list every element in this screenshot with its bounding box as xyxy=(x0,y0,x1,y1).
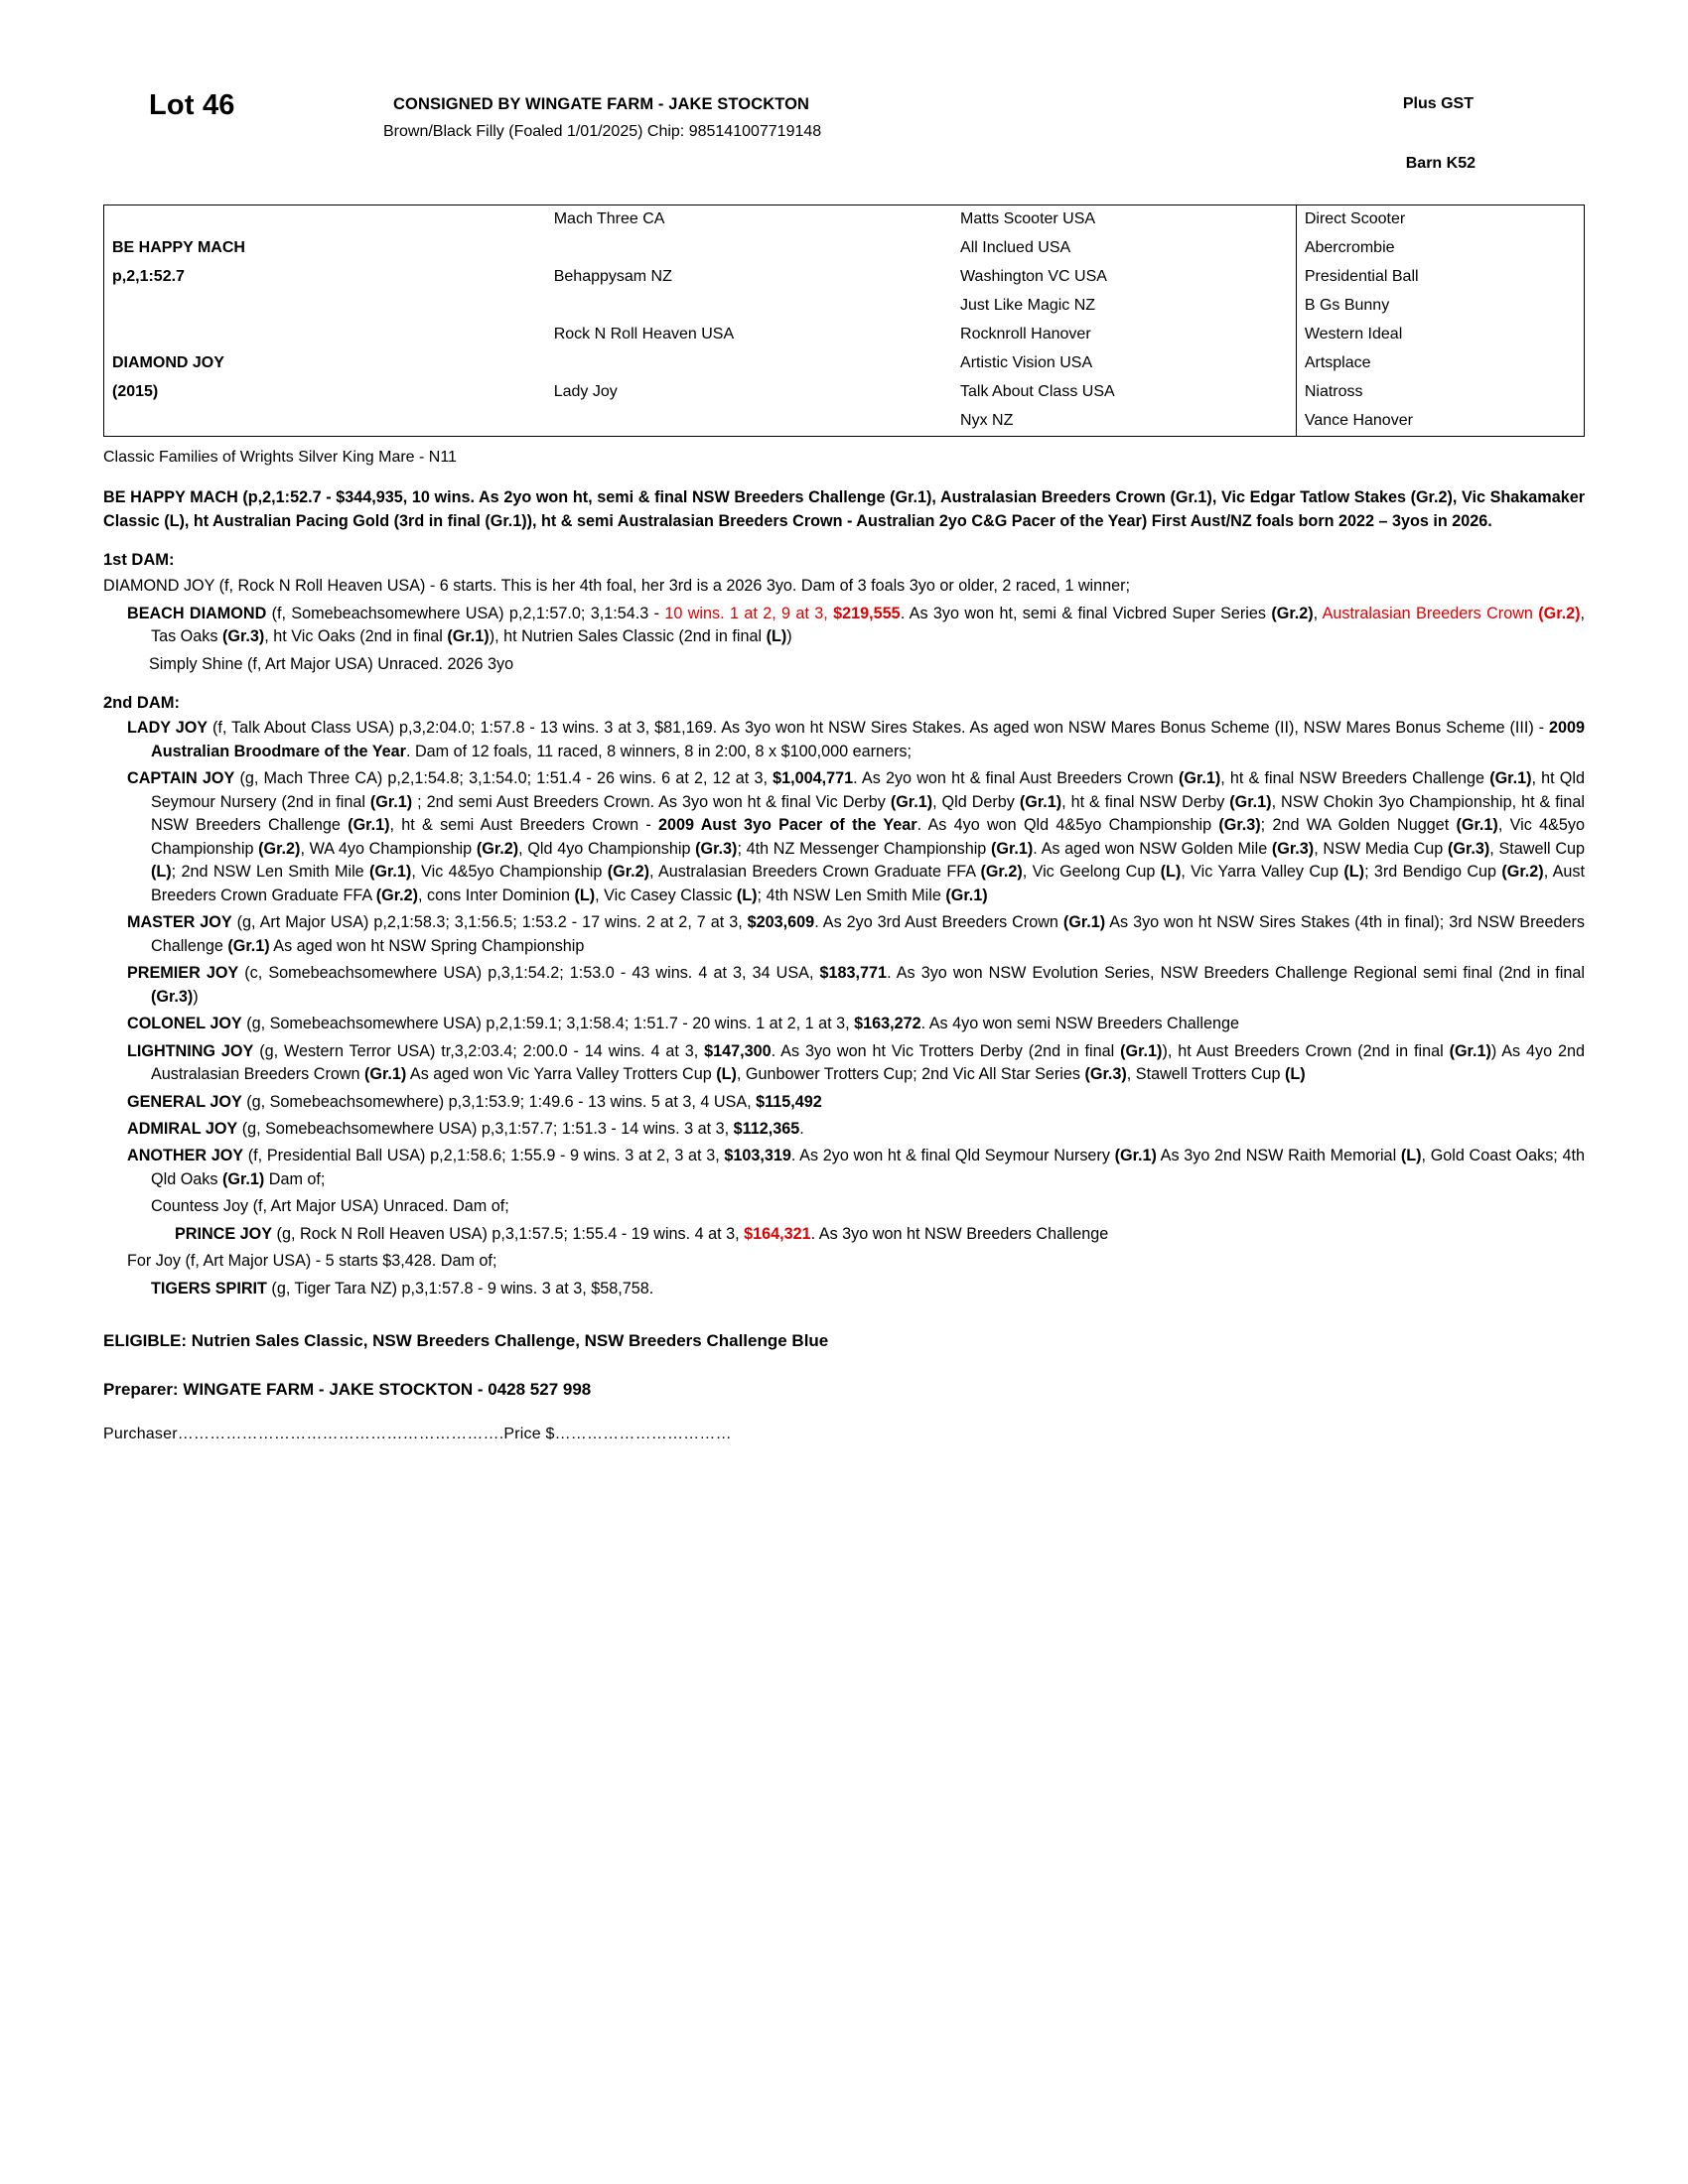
first-dam-entry: DIAMOND JOY (f, Rock N Roll Heaven USA) - 6 starts. This is her 4th foal, her 3rd is a 2026 3yo. Dam of 3 foals 3yo or older, 2 raced, 1 winner; xyxy=(103,577,1131,596)
pedigree-row xyxy=(104,349,1584,378)
second-dam-entry-lady-joy: LADY JOY (f, Talk About Class USA) p,3,2:04.0; 1:57.8 - 13 wins. 3 at 3, $81,169. As 3yo won ht NSW Sires Stakes. As aged won NSW Mares Bonus Scheme (II), NSW Mares Bonus Scheme (III) - 2009 Australian Broodmare of the Year. Dam of 12 foals, 11 raced, 8 winners, 8 in 2:00, 8 x $100,000 earners; xyxy=(127,719,1586,760)
pedigree-cell-gen2 xyxy=(546,407,952,436)
pedigree-row xyxy=(104,234,1584,263)
pedigree-cell-gen2 xyxy=(546,292,952,321)
preparer-line: Preparer: WINGATE FARM - JAKE STOCKTON - 0428 527 998 xyxy=(103,1379,592,1399)
pedigree-cell-gen4: Presidential Ball xyxy=(1296,263,1584,292)
progeny-entry-simply-shine: Simply Shine (f, Art Major USA) Unraced. 2026 3yo xyxy=(149,654,514,673)
horse-description: Brown/Black Filly (Foaled 1/01/2025) Chip: 985141007719148 xyxy=(383,123,822,140)
progeny-entry-for-joy: For Joy (f, Art Major USA) - 5 starts $3,428. Dam of; xyxy=(127,1252,497,1271)
progeny-entry-colonel-joy: COLONEL JOY (g, Somebeachsomewhere USA) p,2,1:59.1; 3,1:58.4; 1:51.7 - 20 wins. 1 at 2, 1 at 3, $163,272. As 4yo won semi NSW Breeders Challenge xyxy=(127,1015,1239,1033)
progeny-entry-captain-joy: CAPTAIN JOY (g, Mach Three CA) p,2,1:54.8; 3,1:54.0; 1:51.4 - 26 wins. 6 at 2, 12 at 3, $1,004,771. As 2yo won ht & final Aust Breeders Crown (Gr.1), ht & final NSW Breeders Challenge (Gr.1), ht Qld Seymour Nursery (2nd in final (Gr.1) ; 2nd semi Aust Breeders Crown. As 3yo won ht & final Vic Derby (Gr.1), Qld Derby (Gr.1), ht & final NSW Derby (Gr.1), NSW Chokin 3yo Championship, ht & final NSW Breeders Challenge (Gr.1), ht & semi Aust Breeders Crown - 2009 Aust 3yo Pacer of the Year. As 4yo won Qld 4&5yo Championship (Gr.3); 2nd WA Golden Nugget (Gr.1), Vic 4&5yo Championship (Gr.2), WA 4yo Championship (Gr.2), Qld 4yo Championship (Gr.3); 4th NZ Messenger Championship (Gr.1). As aged won NSW Golden Mile (Gr.3), NSW Media Cup (Gr.3), Stawell Cup (L); 2nd NSW Len Smith Mile (Gr.1), Vic 4&5yo Championship (Gr.2), Australasian Breeders Crown Graduate FFA (Gr.2), Vic Geelong Cup (L), Vic Yarra Valley Cup (L); 3rd Bendigo Cup (Gr.2), Aust Breeders Crown Graduate FFA (Gr.2), cons Inter Dominion (L), Vic Casey Classic (L); 4th NSW Len Smith Mile (Gr.1) xyxy=(127,769,1586,904)
pedigree-cell-dam: (2015) xyxy=(112,383,159,400)
progeny-entry-premier-joy: PREMIER JOY (c, Somebeachsomewhere USA) p,3,1:54.2; 1:53.0 - 43 wins. 4 at 3, 34 USA, $183,771. As 3yo won NSW Evolution Series, NSW Breeders Challenge Regional semi final (2nd in final (Gr.3)) xyxy=(127,964,1585,1006)
pedigree-cell-gen3: Just Like Magic NZ xyxy=(960,297,1096,314)
progeny-entry-another-joy: ANOTHER JOY (f, Presidential Ball USA) p,2,1:58.6; 1:55.9 - 9 wins. 3 at 2, 3 at 3, $103,319. As 2yo won ht & final Qld Seymour Nursery (Gr.1) As 3yo 2nd NSW Raith Memorial (L), Gold Coast Oaks; 4th Qld Oaks (Gr.1) Dam of; xyxy=(127,1147,1585,1188)
consignor-line: CONSIGNED BY WINGATE FARM - JAKE STOCKTON xyxy=(393,95,810,113)
pedigree-cell-gen4: Vance Hanover xyxy=(1296,407,1584,436)
pedigree-cell-sire xyxy=(104,292,546,321)
pedigree-cell-dam xyxy=(104,407,546,436)
pedigree-cell-gen3: Rocknroll Hanover xyxy=(960,326,1091,342)
progeny-entry-beach-diamond: BEACH DIAMOND (f, Somebeachsomewhere USA) p,2,1:57.0; 3,1:54.3 - 10 wins. 1 at 2, 9 at 3, $219,555. As 3yo won ht, semi & final Vicbred Super Series (Gr.2), Australasian Breeders Crown (Gr.2), Tas Oaks (Gr.3), ht Vic Oaks (2nd in final (Gr.1)), ht Nutrien Sales Classic (2nd in final (L)) xyxy=(127,604,1586,646)
pedigree-cell-gen2 xyxy=(546,349,952,378)
pedigree-cell-sire: p,2,1:52.7 xyxy=(112,268,185,285)
pedigree-cell-gen3: Washington VC USA xyxy=(960,268,1107,285)
pedigree-row xyxy=(104,263,1584,292)
pedigree-cell-gen3: Talk About Class USA xyxy=(960,383,1115,400)
pedigree-cell-gen3: Matts Scooter USA xyxy=(960,210,1096,227)
pedigree-cell-gen3: Nyx NZ xyxy=(960,412,1014,429)
classic-families-note: Classic Families of Wrights Silver King Mare - N11 xyxy=(103,449,457,466)
pedigree-cell-sire xyxy=(104,205,546,234)
pedigree-cell-gen2: Lady Joy xyxy=(553,383,618,400)
second-dam-heading: 2nd DAM: xyxy=(103,694,180,713)
sire-summary-paragraph: BE HAPPY MACH (p,2,1:52.7 - $344,935, 10 wins. As 2yo won ht, semi & final NSW Breeders Challenge (Gr.1), Australasian Breeders Crown (Gr.1), Vic Edgar Tatlow Stakes (Gr.2), Vic Shakamaker Classic (L), ht Australian Pacing Gold (3rd in final (Gr.1)), ht & semi Australasian Breeders Crown - Australian 2yo C&G Pacer of the Year) First Aust/NZ foals born 2022 – 3yos in 2026. xyxy=(103,488,1586,530)
pedigree-table xyxy=(103,205,1585,437)
pedigree-cell-gen3: Artistic Vision USA xyxy=(960,354,1093,371)
progeny-entry-admiral-joy: ADMIRAL JOY (g, Somebeachsomewhere USA) p,3,1:57.7; 1:51.3 - 14 wins. 3 at 3, $112,365. xyxy=(127,1120,804,1138)
pedigree-row xyxy=(104,292,1584,321)
plus-gst-label: Plus GST xyxy=(1402,95,1474,112)
pedigree-cell-gen2 xyxy=(546,234,952,263)
pedigree-cell-gen2: Rock N Roll Heaven USA xyxy=(553,326,735,342)
pedigree-cell-dam: DIAMOND JOY xyxy=(112,354,224,371)
pedigree-cell-gen4: B Gs Bunny xyxy=(1296,292,1584,321)
pedigree-row xyxy=(104,407,1584,436)
progeny-entry-tigers-spirit: TIGERS SPIRIT (g, Tiger Tara NZ) p,3,1:57.8 - 9 wins. 3 at 3, $58,758. xyxy=(151,1279,654,1297)
pedigree-row xyxy=(104,321,1584,349)
pedigree-cell-gen2: Behappysam NZ xyxy=(553,268,672,285)
progeny-entry-master-joy: MASTER JOY (g, Art Major USA) p,2,1:58.3; 3,1:56.5; 1:53.2 - 17 wins. 2 at 2, 7 at 3, $203,609. As 2yo 3rd Aust Breeders Crown (Gr.1) As 3yo won ht NSW Sires Stakes (4th in final); 3rd NSW Breeders Challenge (Gr.1) As aged won ht NSW Spring Championship xyxy=(127,913,1585,955)
pedigree-row xyxy=(104,205,1584,234)
pedigree-cell-gen4: Western Ideal xyxy=(1296,321,1584,349)
pedigree-cell-sire: BE HAPPY MACH xyxy=(112,239,245,256)
progeny-entry-countess-joy: Countess Joy (f, Art Major USA) Unraced. Dam of; xyxy=(151,1197,509,1216)
pedigree-row xyxy=(104,378,1584,407)
pedigree-cell-gen2: Mach Three CA xyxy=(553,210,665,227)
pedigree-cell-gen3: All Inclued USA xyxy=(960,239,1071,256)
pedigree-cell-gen4: Abercrombie xyxy=(1296,234,1584,263)
eligible-line: ELIGIBLE: Nutrien Sales Classic, NSW Breeders Challenge, NSW Breeders Challenge Blue xyxy=(103,1331,829,1351)
progeny-entry-lightning-joy: LIGHTNING JOY (g, Western Terror USA) tr,3,2:03.4; 2:00.0 - 14 wins. 4 at 3, $147,300. As 3yo won ht Vic Trotters Derby (2nd in final (Gr.1)), ht Aust Breeders Crown (2nd in final (Gr.1)) As 4yo 2nd Australasian Breeders Crown (Gr.1) As aged won Vic Yarra Valley Trotters Cup (L), Gunbower Trotters Cup; 2nd Vic All Star Series (Gr.3), Stawell Trotters Cup (L) xyxy=(127,1041,1585,1084)
pedigree-cell-gen4: Artsplace xyxy=(1296,349,1584,378)
progeny-entry-general-joy: GENERAL JOY (g, Somebeachsomewhere) p,3,1:53.9; 1:49.6 - 13 wins. 5 at 3, 4 USA, $115,492 xyxy=(127,1092,822,1111)
purchaser-line: Purchaser…………………………………………………….Price $…………………………… xyxy=(103,1425,732,1442)
barn-label: Barn K52 xyxy=(1405,155,1476,172)
lot-number: Lot 46 xyxy=(149,89,235,121)
progeny-entry-prince-joy: PRINCE JOY (g, Rock N Roll Heaven USA) p,3,1:57.5; 1:55.4 - 19 wins. 4 at 3, $164,321. As 3yo won ht NSW Breeders Challenge xyxy=(175,1224,1109,1243)
pedigree-cell-gen4: Niatross xyxy=(1296,378,1584,407)
pedigree-cell-dam xyxy=(104,321,546,349)
pedigree-cell-gen4: Direct Scooter xyxy=(1296,205,1584,234)
page-header xyxy=(95,48,1593,172)
first-dam-heading: 1st DAM: xyxy=(103,551,175,570)
